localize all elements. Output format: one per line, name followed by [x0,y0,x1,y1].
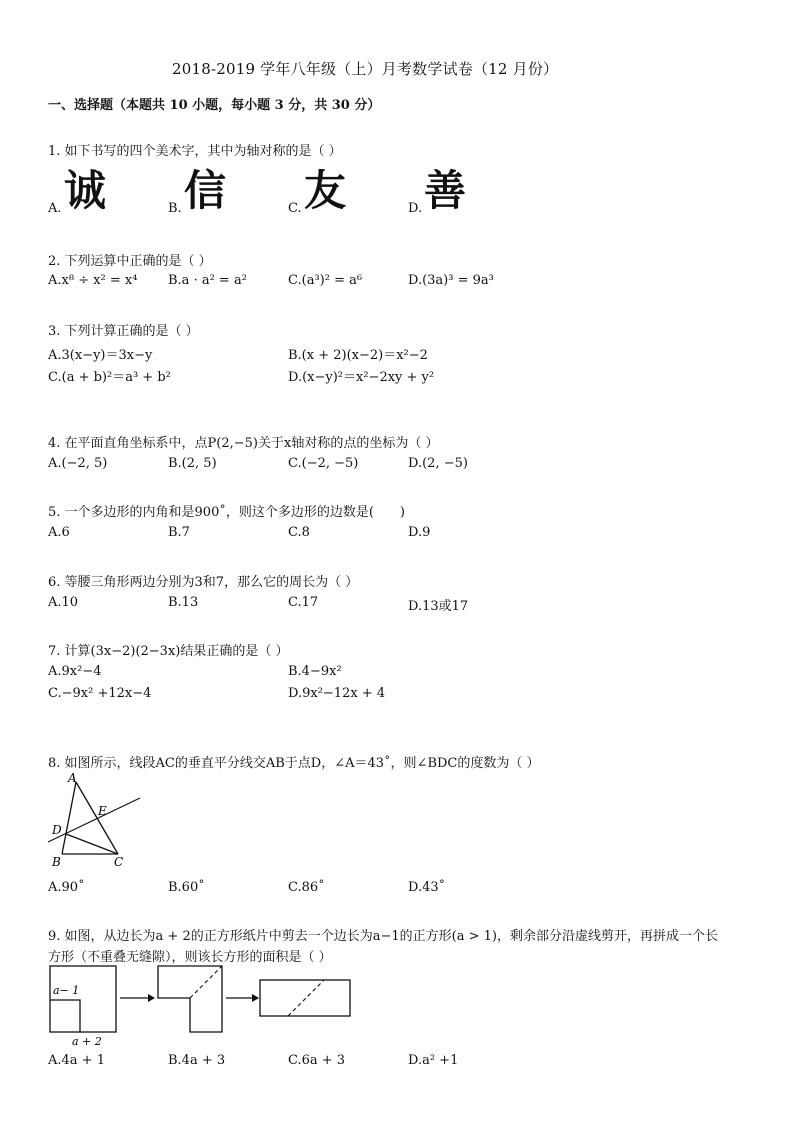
q3-option-a: A.3(x−y)＝3x−y [48,348,153,363]
q5-option-b: B.7 [168,525,190,540]
q8-triangle-figure [44,770,154,870]
q1-option-a-char: 诚 [64,166,107,215]
q1-option-b-letter: B. [168,201,182,216]
q7-option-d: D.9x²−12x + 4 [288,686,386,701]
q9-option-a: A.4a + 1 [48,1053,105,1068]
q8-stem: 8. 如图所示，线段AC的垂直平分线交AB于点D，∠A＝43˚，则∠BDC的度数为（ ） [48,756,540,771]
q4-option-d: D.(2, −5) [408,456,468,471]
q8-label-a: A [68,771,77,785]
q6-option-d: D.13或17 [408,599,469,614]
q8-label-e: E [98,804,107,818]
q3-option-c: C.(a + b)²＝a³ + b² [48,370,171,385]
q8-option-a: A.90˚ [48,880,85,895]
q8-label-d: D [52,823,62,837]
q9-stem-line2: 方形（不重叠无缝隙），则该长方形的面积是（ ） [48,950,332,965]
q9-option-d: D.a² +1 [408,1053,459,1068]
q2-option-c: C.(a³)² = a⁶ [288,273,363,288]
q2-option-d: D.(3a)³ = 9a³ [408,273,494,288]
q1-option-c-letter: C. [288,201,302,216]
q6-option-b: B.13 [168,595,199,610]
q6-option-c: C.17 [288,595,319,610]
q4-option-a: A.(−2, 5) [48,456,108,471]
q1-option-b-char: 信 [184,166,227,215]
q2-stem: 2. 下列运算中正确的是（ ） [48,254,212,269]
q2-option-a: A.x⁸ ÷ x² = x⁴ [48,273,138,288]
q1-option-c-char: 友 [304,166,347,215]
q8-label-c: C [114,855,124,869]
q9-label-inner: a− 1 [53,984,80,997]
q8-label-b: B [52,855,61,869]
q5-stem: 5. 一个多边形的内角和是900˚，则这个多边形的边数是( ) [48,505,405,520]
q6-option-a: A.10 [48,595,79,610]
q1-option-d-letter: D. [408,201,423,216]
q1-option-a-letter: A. [48,201,62,216]
q9-squares-figure [44,962,364,1048]
q4-option-c: C.(−2, −5) [288,456,359,471]
q5-option-c: C.8 [288,525,310,540]
q9-option-c: C.6a + 3 [288,1053,346,1068]
q7-option-c: C.−9x² +12x−4 [48,686,152,701]
q9-option-b: B.4a + 3 [168,1053,226,1068]
q1-stem: 1. 如下书写的四个美术字，其中为轴对称的是（ ） [48,144,342,159]
q5-option-a: A.6 [48,525,70,540]
q1-option-d-char: 善 [424,166,467,215]
q4-stem: 4. 在平面直角坐标系中，点P(2,−5)关于x轴对称的点的坐标为（ ） [48,436,439,451]
q9-label-outer: a + 2 [72,1035,102,1048]
q9-stem-line1: 9. 如图，从边长为a + 2的正方形纸片中剪去一个边长为a−1的正方形(a > 1)，剩余部分沿虚线剪开，再拼成一个长 [48,929,718,944]
q7-stem: 7. 计算(3x−2)(2−3x)结果正确的是（ ） [48,644,289,659]
q3-option-b: B.(x + 2)(x−2)＝x²−2 [288,348,428,363]
section-heading: 一、选择题（本题共 10 小题，每小题 3 分，共 30 分） [48,98,381,113]
q8-option-b: B.60˚ [168,880,205,895]
q6-stem: 6. 等腰三角形两边分别为3和7，那么它的周长为（ ） [48,575,359,590]
q8-option-d: D.43˚ [408,880,446,895]
q8-option-c: C.86˚ [288,880,325,895]
q4-option-b: B.(2, 5) [168,456,217,471]
q5-option-d: D.9 [408,525,431,540]
q3-stem: 3. 下列计算正确的是（ ） [48,324,199,339]
page-title: 2018-2019 学年八年级（上）月考数学试卷（12 月份） [172,60,559,78]
q7-option-a: A.9x²−4 [48,664,102,679]
q3-option-d: D.(x−y)²＝x²−2xy + y² [288,370,435,385]
q2-option-b: B.a · a² = a² [168,273,247,288]
q7-option-b: B.4−9x² [288,664,342,679]
